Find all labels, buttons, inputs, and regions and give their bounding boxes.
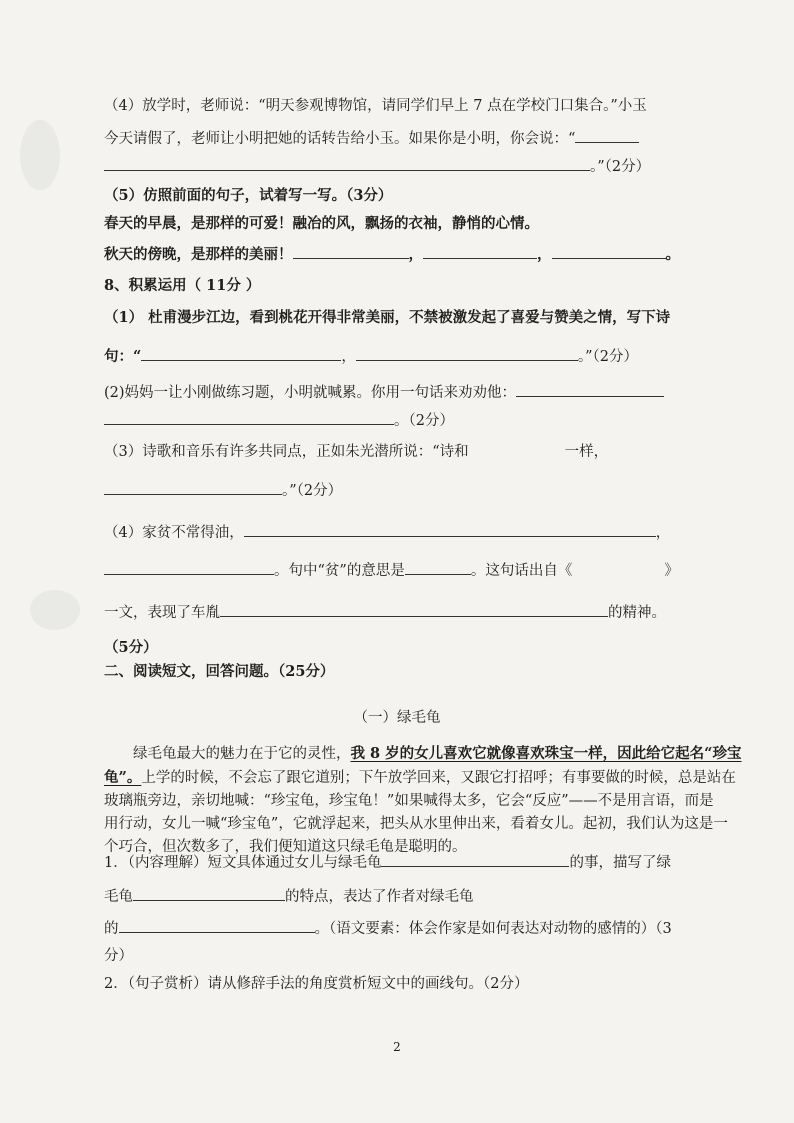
answer-blank[interactable] [133, 886, 285, 901]
answer-blank[interactable] [552, 244, 666, 259]
s8-q3-line-1: （3）诗歌和音乐有许多共同点，正如朱光潜所说：“诗和 一样， [104, 444, 609, 460]
q4-line-3: 。”（2分） [104, 156, 664, 177]
section-8-title: 8、积累运用（ 11分 ） [104, 277, 261, 294]
s8-q4-score: （5分） [104, 639, 158, 656]
s8-q2-line-2: 。（2分） [104, 410, 664, 431]
answer-blank[interactable] [381, 852, 569, 867]
answer-blank[interactable] [104, 410, 394, 425]
answer-blank[interactable] [119, 918, 315, 933]
a2-line: 2．（句子赏析）请从修辞手法的角度赏析短文中的画线句。（2分） [104, 976, 529, 992]
passage-line-3: 玻璃瓶旁边，亲切地喊：“珍宝龟，珍宝龟！”如果喊得太多，它会“反应”——不是用言语，而是 [104, 793, 714, 809]
answer-blank[interactable] [405, 560, 471, 575]
a1-line-4: 分） [104, 948, 133, 964]
passage-line-5: 个巧合，但次数多了，我们便知道这只绿毛龟是聪明的。 [104, 839, 467, 855]
answer-blank[interactable] [423, 244, 537, 259]
passage-line-2: 龟”。上学的时候，不会忘了跟它道别；下午放学回来，又跟它打招呼；有事要做的时候，总是站在 [104, 769, 736, 786]
answer-blank[interactable] [104, 560, 274, 575]
section-2-title: 二、阅读短文，回答问题。（25分） [104, 663, 335, 680]
passage-title: （一）绿毛龟 [353, 710, 441, 726]
q5-title: （5）仿照前面的句子，试着写一写。（3分） [104, 187, 393, 204]
q5-prompt: 秋天的傍晚，是那样的美丽！ ， ， 。 [104, 246, 680, 263]
s8-q4-line-2: 。句中“贫”的意思是 。这句话出自《 》 [104, 560, 664, 581]
answer-blank[interactable] [575, 128, 639, 143]
s8-q1-line-1: （1） 杜甫漫步江边，看到桃花开得非常美丽，不禁被激发起了喜爱与赞美之情，写下诗 [104, 309, 671, 326]
scan-smudge [20, 120, 60, 190]
s8-q2-line-1: (2)妈妈一让小刚做练习题，小明就喊累。你用一句话来劝劝他： [104, 382, 664, 403]
answer-blank[interactable] [104, 480, 282, 495]
a1-line-2: 毛龟 的特点，表达了作者对绿毛龟 [104, 886, 664, 907]
s8-q4-line-1: （4）家贫不常得油， ， [104, 522, 664, 543]
a1-line-3: 的 。（语文要素：体会作家是如何表达对动物的感情的）（3 [104, 918, 664, 939]
page-number: 2 [393, 1040, 401, 1054]
answer-blank[interactable] [244, 522, 656, 537]
s8-q3-line-2: 。”（2分） [104, 480, 664, 501]
q4-line-1: （4）放学时，老师说：“明天参观博物馆，请同学们早上 7 点在学校门口集合。”小玉 [104, 98, 647, 114]
underlined-sentence-end: 龟”。 [104, 769, 142, 786]
answer-blank[interactable] [293, 244, 409, 259]
answer-blank[interactable] [516, 382, 664, 397]
a1-line-1: 1．（内容理解）短文具体通过女儿与绿毛龟 的事，描写了绿 [104, 852, 664, 873]
answer-blank[interactable] [220, 602, 608, 617]
s8-q4-line-3: 一文，表现了车胤 的精神。 [104, 602, 664, 623]
passage-line-4: 用行动，女儿一喊“珍宝龟”，它就浮起来，把头从水里伸出来，看着女儿。起初，我们认为这是一 [104, 816, 728, 832]
passage-body [104, 742, 742, 859]
q4-line-2: 今天请假了，老师让小明把她的话转告给小玉。如果你是小明，你会说：“ [104, 128, 664, 149]
answer-blank[interactable] [141, 346, 341, 361]
underlined-sentence: 我 8 岁的女儿喜欢它就像喜欢珠宝一样，因此给它起名“珍宝 [350, 745, 742, 762]
answer-blank[interactable] [104, 156, 590, 171]
scan-smudge [30, 590, 80, 630]
s8-q1-line-2: 句：“ ， 。”（2分） [104, 348, 638, 365]
answer-blank[interactable] [356, 346, 578, 361]
passage-line-1: 绿毛龟最大的魅力在于它的灵性，我 8 岁的女儿喜欢它就像喜欢珠宝一样，因此给它起名“珍宝 [133, 745, 742, 762]
q5-example: 春天的早晨，是那样的可爱！融冶的风，飘扬的衣袖，静悄的心情。 [104, 215, 539, 232]
